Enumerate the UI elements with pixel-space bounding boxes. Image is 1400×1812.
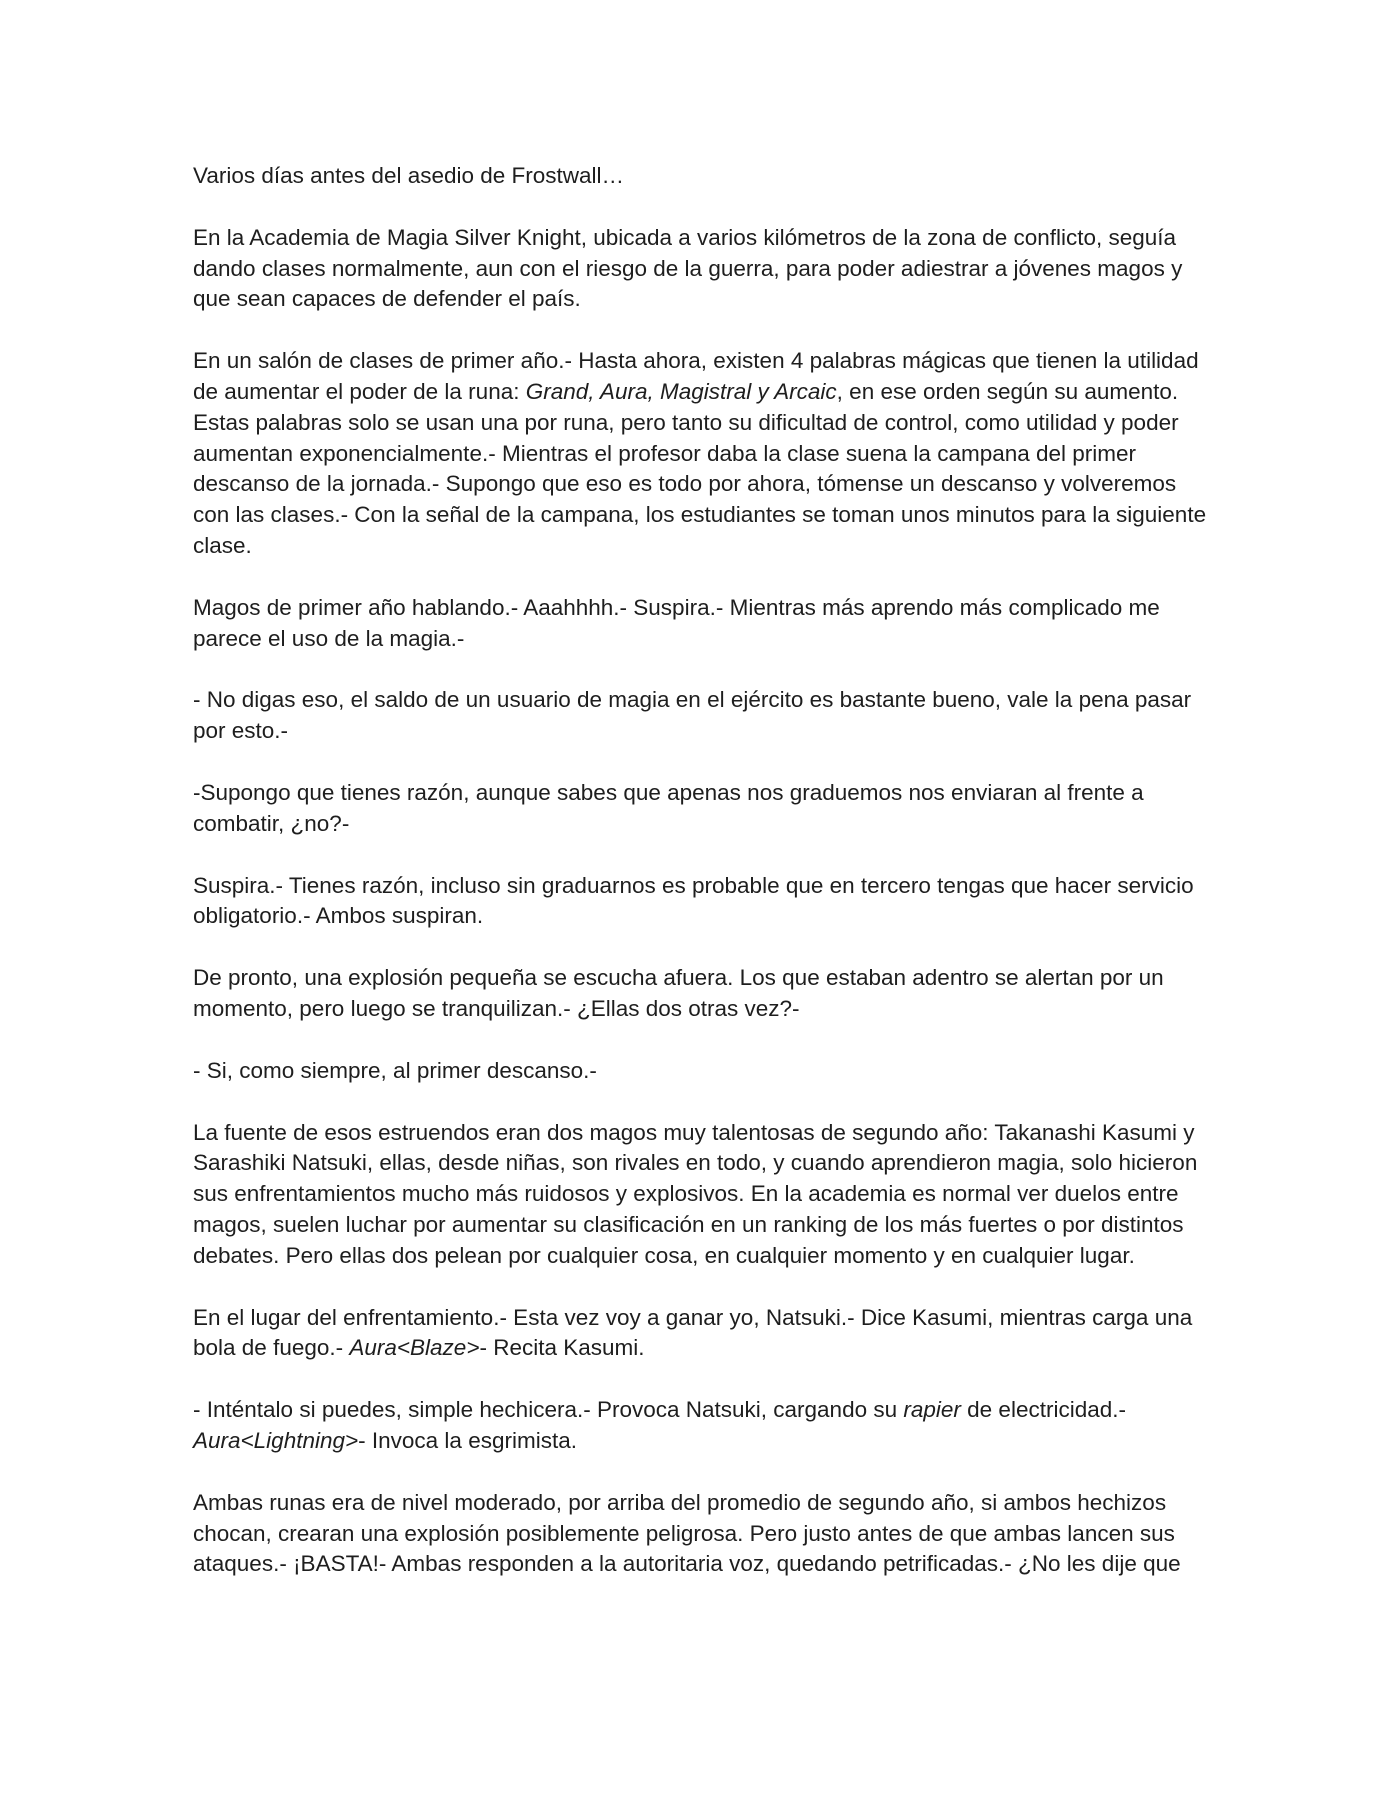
paragraph <box>193 1488 1208 1580</box>
paragraph <box>193 346 1208 562</box>
paragraph-text: Ambas runas era de nivel moderado, por arriba del promedio de segundo año, si ambos hechizos chocan, crearan una explosión posiblemente peligrosa. Pero justo antes de que ambas lancen sus ataques.- ¡BASTA!- Ambas responden a la autoritaria voz, quedando petrificadas.- ¿No les dije que <box>193 1489 1181 1577</box>
paragraph-text: - Invoca la esgrimista. <box>358 1427 577 1453</box>
paragraph <box>193 685 1208 747</box>
paragraph-text: - Recita Kasumi. <box>479 1335 645 1361</box>
paragraph-text: de electricidad.- <box>960 1397 1126 1423</box>
paragraph <box>193 1118 1208 1272</box>
paragraph <box>193 1395 1208 1457</box>
paragraph-text: -Supongo que tienes razón, aunque sabes que apenas nos graduemos nos enviaran al frente a combatir, ¿no?- <box>193 779 1144 836</box>
document-body <box>193 161 1208 1611</box>
paragraph-text: Varios días antes del asedio de Frostwall… <box>193 163 625 188</box>
paragraph-text: - Inténtalo si puedes, simple hechicera.- Provoca Natsuki, cargando su <box>193 1397 904 1423</box>
paragraph-text: Magos de primer año hablando.- Aaahhhh.- Suspira.- Mientras más aprendo más complicado me parece el uso de la magia.- <box>193 594 1160 651</box>
paragraph-text: La fuente de esos estruendos eran dos magos muy talentosas de segundo año: Takanashi Kasumi y Sarashiki Natsuki, ellas, desde niñas, son rivales en todo, y cuando aprendieron magia, solo hicieron sus enfrentamientos mucho más ruidosos y explosivos. En la academia es normal ver duelos entre magos, suelen luchar por aumentar su clasificación en un ranking de los más fuertes o por distintos debates. Pero ellas dos pelean por cualquier cosa, en cualquier momento y en cualquier lugar. <box>193 1119 1198 1268</box>
paragraph-text: - Si, como siempre, al primer descanso.- <box>193 1057 597 1083</box>
paragraph-text: Suspira.- Tienes razón, incluso sin graduarnos es probable que en tercero tengas que hacer servicio obligatorio.- Ambos suspiran. <box>193 872 1194 929</box>
paragraph-text: De pronto, una explosión pequeña se escucha afuera. Los que estaban adentro se alertan por un momento, pero luego se tranquilizan.- ¿Ellas dos otras vez?- <box>193 965 1164 1021</box>
paragraph <box>193 161 1208 192</box>
paragraph-text: En el lugar del enfrentamiento.- Esta vez voy a ganar yo, Natsuki.- Dice Kasumi, mientras carga una bola de fuego.- <box>193 1304 1193 1361</box>
paragraph <box>193 593 1208 655</box>
paragraph-text: , en ese orden según su aumento. Estas palabras solo se usan una por runa, pero tanto su dificultad de control, como utilidad y poder aumentan exponencialmente.- Mientras el profesor daba la clase suena la campana del primer descanso de la jornada.- Supongo que eso es todo por ahora, tómense un descanso y volveremos con las clases.- Con la señal de la campana, los estudiantes se toman unos minutos para la siguiente clase. <box>193 378 1207 558</box>
italic-text: rapier <box>903 1397 961 1423</box>
paragraph <box>193 963 1208 1025</box>
paragraph-text: - No digas eso, el saldo de un usuario de magia en el ejército es bastante bueno, vale la pena pasar por esto.- <box>193 687 1192 744</box>
paragraph <box>193 1303 1208 1365</box>
paragraph <box>193 871 1208 933</box>
paragraph <box>193 1056 1208 1087</box>
paragraph-text: En la Academia de Magia Silver Knight, ubicada a varios kilómetros de la zona de conflicto, seguía dando clases normalmente, aun con el riesgo de la guerra, para poder adiestrar a jóvenes magos y que sean capaces de defender el país. <box>193 224 1183 312</box>
paragraph <box>193 223 1208 315</box>
italic-text: Aura<Blaze> <box>349 1335 480 1361</box>
paragraph <box>193 778 1208 840</box>
paragraph-text: En un salón de clases de primer año.- Hasta ahora, existen 4 palabras mágicas que tienen la utilidad de aumentar el poder de la runa: <box>193 348 1199 404</box>
italic-text: Grand, Aura, Magistral y Arcaic <box>525 378 837 404</box>
italic-text: Aura<Lightning> <box>193 1427 359 1453</box>
